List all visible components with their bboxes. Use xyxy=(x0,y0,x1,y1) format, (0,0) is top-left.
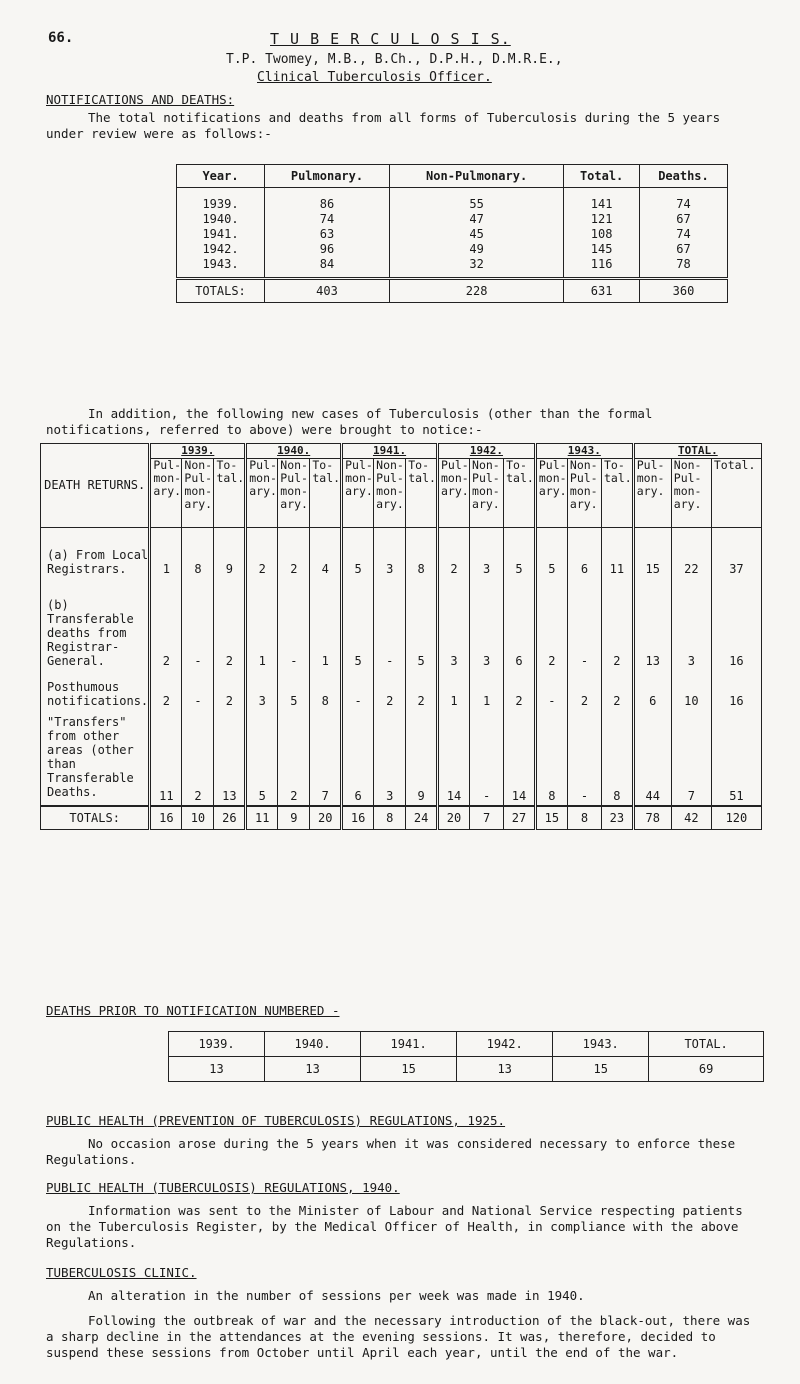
value-cell: 15 xyxy=(361,1057,457,1082)
value-cell: 2 xyxy=(601,670,633,710)
value-cell: 2 xyxy=(150,670,182,710)
section-heading-regulations-1925: PUBLIC HEALTH (PREVENTION OF TUBERCULOSIS) REGULATIONS, 1925. xyxy=(46,1113,506,1128)
table-row xyxy=(177,256,728,279)
value-cell: 3 xyxy=(374,710,406,806)
column-header: Non-Pulmonary. xyxy=(389,165,563,188)
corner-label: DEATH RETURNS. xyxy=(44,478,146,492)
section-text-additional: In addition, the following new cases of Tuberculosis (other than the formal notifications, referred to above) were brought to notice:- xyxy=(46,406,653,437)
subheader-non-pulmonary: Non- Pul- mon- ary. xyxy=(567,459,601,528)
value-cell: 8 xyxy=(310,670,342,710)
subheader-pulmonary: Pul- mon- ary. xyxy=(535,459,567,528)
subheader-total: To- tal. xyxy=(310,459,342,528)
total-cell: 7 xyxy=(470,806,504,830)
value-cell: 2 xyxy=(278,710,310,806)
section-heading-clinic: TUBERCULOSIS CLINIC. xyxy=(46,1265,197,1280)
totals-label: TOTALS: xyxy=(177,279,265,303)
value-cell: - xyxy=(567,710,601,806)
value-cell: 8 xyxy=(182,528,214,578)
value-cell: 2 xyxy=(182,710,214,806)
row-label: Posthumous notifications. xyxy=(41,670,150,710)
value-cell: 2 xyxy=(214,578,246,670)
deaths-cell: 74 xyxy=(639,226,727,241)
value-cell: 5 xyxy=(504,528,536,578)
value-cell: 5 xyxy=(406,578,438,670)
section-text-regulations-1925: No occasion arose during the 5 years when it was considered necessary to enforce these Regulations. xyxy=(46,1136,736,1167)
table-row xyxy=(177,226,728,241)
value-cell: - xyxy=(535,670,567,710)
value-cell: 16 xyxy=(711,670,761,710)
year-cell: 1941. xyxy=(177,226,265,241)
value-cell: 2 xyxy=(437,528,469,578)
subheader-total: To- tal. xyxy=(214,459,246,528)
value-cell: 2 xyxy=(374,670,406,710)
total-cell: 8 xyxy=(374,806,406,830)
total-cell: 20 xyxy=(310,806,342,830)
value-cell: 8 xyxy=(406,528,438,578)
year-header: 1942. xyxy=(437,444,535,459)
value-cell: 2 xyxy=(406,670,438,710)
value-cell: 3 xyxy=(470,528,504,578)
section-heading-notifications: NOTIFICATIONS AND DEATHS: xyxy=(46,92,235,107)
value-cell: 37 xyxy=(711,528,761,578)
row-label: (b) Transferable deaths from Registrar- General. xyxy=(41,578,150,670)
value-cell: 8 xyxy=(601,710,633,806)
value-cell: 44 xyxy=(633,710,671,806)
value-cell: 5 xyxy=(535,528,567,578)
value-cell: - xyxy=(342,670,374,710)
value-cell: 10 xyxy=(671,670,711,710)
table-row xyxy=(41,528,762,578)
totals-row xyxy=(41,806,762,830)
value-cell: 2 xyxy=(535,578,567,670)
section-text-notifications: The total notifications and deaths from all forms of Tuberculosis during the 5 years under review were as follows:- xyxy=(46,110,721,141)
year-header: 1943. xyxy=(535,444,633,459)
total-cell: 23 xyxy=(601,806,633,830)
section-text-clinic-2: Following the outbreak of war and the necessary introduction of the black-out, there was a sharp decline in the attendances at the evening sessions. It was, therefore, decided to suspend these sessions from October until April each year, until the end of the war. xyxy=(46,1313,751,1360)
column-header: TOTAL. xyxy=(649,1032,764,1057)
pulmonary-cell: 63 xyxy=(265,226,390,241)
year-cell: 1942. xyxy=(177,241,265,256)
value-cell: 13 xyxy=(265,1057,361,1082)
value-cell: 3 xyxy=(374,528,406,578)
subheader-non-pulmonary: Non- Pul- mon- ary. xyxy=(374,459,406,528)
non-pulmonary-cell: 55 xyxy=(389,188,563,212)
value-cell: - xyxy=(374,578,406,670)
section-text-regulations-1940: Information was sent to the Minister of Labour and National Service respecting patients on the Tuberculosis Register, by the Medical Officer of Health, in compliance with the above Regulations. xyxy=(46,1203,743,1250)
total-cell: 403 xyxy=(265,279,390,303)
totals-label: TOTALS: xyxy=(41,806,150,830)
section-heading-deaths-prior: DEATHS PRIOR TO NOTIFICATION NUMBERED - xyxy=(46,1003,340,1018)
column-header: 1939. xyxy=(169,1032,265,1057)
row-label: "Transfers" from other areas (other than Transferable Deaths. xyxy=(41,710,150,806)
death-returns-table xyxy=(40,443,762,830)
document-title: T U B E R C U L O S I S. xyxy=(270,30,511,48)
total-cell: 121 xyxy=(564,211,640,226)
value-cell: - xyxy=(567,578,601,670)
value-cell: 6 xyxy=(567,528,601,578)
value-cell: - xyxy=(182,578,214,670)
column-header: Deaths. xyxy=(639,165,727,188)
total-cell: 631 xyxy=(564,279,640,303)
deaths-cell: 74 xyxy=(639,188,727,212)
value-cell: 2 xyxy=(150,578,182,670)
year-cell: 1939. xyxy=(177,188,265,212)
column-header: 1942. xyxy=(457,1032,553,1057)
value-cell: 2 xyxy=(567,670,601,710)
value-cell: 2 xyxy=(278,528,310,578)
column-header: Pulmonary. xyxy=(265,165,390,188)
subheader-non-pulmonary: Non- Pul- mon- ary. xyxy=(278,459,310,528)
table-row xyxy=(41,578,762,670)
subheader-pulmonary: Pul- mon- ary. xyxy=(633,459,671,528)
table-row xyxy=(169,1057,764,1082)
year-cell: 1940. xyxy=(177,211,265,226)
value-cell: 13 xyxy=(214,710,246,806)
subheader-non-pulmonary: Non- Pul- mon- ary. xyxy=(182,459,214,528)
pulmonary-cell: 84 xyxy=(265,256,390,279)
value-cell: 5 xyxy=(278,670,310,710)
total-cell: 16 xyxy=(342,806,374,830)
subheader-total: To- tal. xyxy=(601,459,633,528)
total-cell: 141 xyxy=(564,188,640,212)
value-cell: 1 xyxy=(470,670,504,710)
value-cell: 7 xyxy=(671,710,711,806)
value-cell: 14 xyxy=(437,710,469,806)
subheader-total: Total. xyxy=(711,459,761,528)
value-cell: 14 xyxy=(504,710,536,806)
column-header: Total. xyxy=(564,165,640,188)
table-row xyxy=(41,670,762,710)
death-returns-header xyxy=(41,444,150,528)
value-cell: 1 xyxy=(310,578,342,670)
non-pulmonary-cell: 32 xyxy=(389,256,563,279)
value-cell: 6 xyxy=(633,670,671,710)
subheader-pulmonary: Pul- mon- ary. xyxy=(437,459,469,528)
value-cell: 15 xyxy=(553,1057,649,1082)
value-cell: 13 xyxy=(457,1057,553,1082)
value-cell: 1 xyxy=(437,670,469,710)
total-cell: 42 xyxy=(671,806,711,830)
value-cell: 6 xyxy=(504,578,536,670)
table-row xyxy=(41,710,762,806)
section-text-clinic-1: An alteration in the number of sessions per week was made in 1940. xyxy=(88,1288,585,1303)
total-cell: 11 xyxy=(246,806,278,830)
value-cell: - xyxy=(182,670,214,710)
total-cell: 20 xyxy=(437,806,469,830)
officer-line: Clinical Tuberculosis Officer. xyxy=(257,70,492,85)
value-cell: - xyxy=(278,578,310,670)
value-cell: 9 xyxy=(214,528,246,578)
pulmonary-cell: 74 xyxy=(265,211,390,226)
table-row xyxy=(177,211,728,226)
pulmonary-cell: 96 xyxy=(265,241,390,256)
value-cell: 5 xyxy=(246,710,278,806)
total-cell: 10 xyxy=(182,806,214,830)
value-cell: 51 xyxy=(711,710,761,806)
value-cell: 3 xyxy=(246,670,278,710)
total-cell: 24 xyxy=(406,806,438,830)
total-cell: 145 xyxy=(564,241,640,256)
value-cell: 3 xyxy=(437,578,469,670)
value-cell: 13 xyxy=(169,1057,265,1082)
total-cell: 120 xyxy=(711,806,761,830)
column-header: 1941. xyxy=(361,1032,457,1057)
table-header-row xyxy=(169,1032,764,1057)
total-cell: 16 xyxy=(150,806,182,830)
column-header: 1943. xyxy=(553,1032,649,1057)
deaths-cell: 67 xyxy=(639,241,727,256)
value-cell: 15 xyxy=(633,528,671,578)
value-cell: 1 xyxy=(150,528,182,578)
table-row xyxy=(177,241,728,256)
value-cell: 6 xyxy=(342,710,374,806)
year-cell: 1943. xyxy=(177,256,265,279)
value-cell: 2 xyxy=(246,528,278,578)
total-cell: 228 xyxy=(389,279,563,303)
non-pulmonary-cell: 47 xyxy=(389,211,563,226)
subheader-total: To- tal. xyxy=(406,459,438,528)
total-cell: 26 xyxy=(214,806,246,830)
value-cell: 5 xyxy=(342,528,374,578)
value-cell: 1 xyxy=(246,578,278,670)
non-pulmonary-cell: 45 xyxy=(389,226,563,241)
pulmonary-cell: 86 xyxy=(265,188,390,212)
value-cell: 9 xyxy=(406,710,438,806)
table-row xyxy=(177,188,728,212)
non-pulmonary-cell: 49 xyxy=(389,241,563,256)
year-header: 1939. xyxy=(150,444,246,459)
value-cell: 11 xyxy=(601,528,633,578)
value-cell: 4 xyxy=(310,528,342,578)
subheader-pulmonary: Pul- mon- ary. xyxy=(246,459,278,528)
subheader-non-pulmonary: Non- Pul- mon- ary. xyxy=(470,459,504,528)
total-cell: 116 xyxy=(564,256,640,279)
subheader-pulmonary: Pul- mon- ary. xyxy=(150,459,182,528)
value-cell: 11 xyxy=(150,710,182,806)
deaths-prior-table xyxy=(168,1031,764,1082)
notifications-table xyxy=(176,164,728,303)
value-cell: 2 xyxy=(214,670,246,710)
section-heading-regulations-1940: PUBLIC HEALTH (TUBERCULOSIS) REGULATIONS, 1940. xyxy=(46,1180,400,1195)
value-cell: 7 xyxy=(310,710,342,806)
totals-row xyxy=(177,279,728,303)
year-header-row xyxy=(41,444,762,459)
value-cell: 2 xyxy=(601,578,633,670)
row-label: (a) From Local Registrars. xyxy=(41,528,150,578)
year-header: TOTAL. xyxy=(633,444,761,459)
value-cell: 2 xyxy=(504,670,536,710)
year-header: 1940. xyxy=(246,444,342,459)
value-cell: 3 xyxy=(470,578,504,670)
value-cell: 16 xyxy=(711,578,761,670)
deaths-cell: 78 xyxy=(639,256,727,279)
author-line: T.P. Twomey, M.B., B.Ch., D.P.H., D.M.R.E., xyxy=(226,52,563,67)
value-cell: 3 xyxy=(671,578,711,670)
value-cell: 69 xyxy=(649,1057,764,1082)
total-cell: 27 xyxy=(504,806,536,830)
column-header: Year. xyxy=(177,165,265,188)
total-cell: 8 xyxy=(567,806,601,830)
total-cell: 360 xyxy=(639,279,727,303)
total-cell: 78 xyxy=(633,806,671,830)
subheader-total: To- tal. xyxy=(504,459,536,528)
year-header: 1941. xyxy=(342,444,438,459)
value-cell: - xyxy=(470,710,504,806)
value-cell: 5 xyxy=(342,578,374,670)
total-cell: 108 xyxy=(564,226,640,241)
subheader-non-pulmonary: Non- Pul- mon- ary. xyxy=(671,459,711,528)
value-cell: 8 xyxy=(535,710,567,806)
table-header-row xyxy=(177,165,728,188)
total-cell: 15 xyxy=(535,806,567,830)
subheader-pulmonary: Pul- mon- ary. xyxy=(342,459,374,528)
total-cell: 9 xyxy=(278,806,310,830)
page-number: 66. xyxy=(48,30,74,46)
column-header: 1940. xyxy=(265,1032,361,1057)
value-cell: 22 xyxy=(671,528,711,578)
deaths-cell: 67 xyxy=(639,211,727,226)
value-cell: 13 xyxy=(633,578,671,670)
